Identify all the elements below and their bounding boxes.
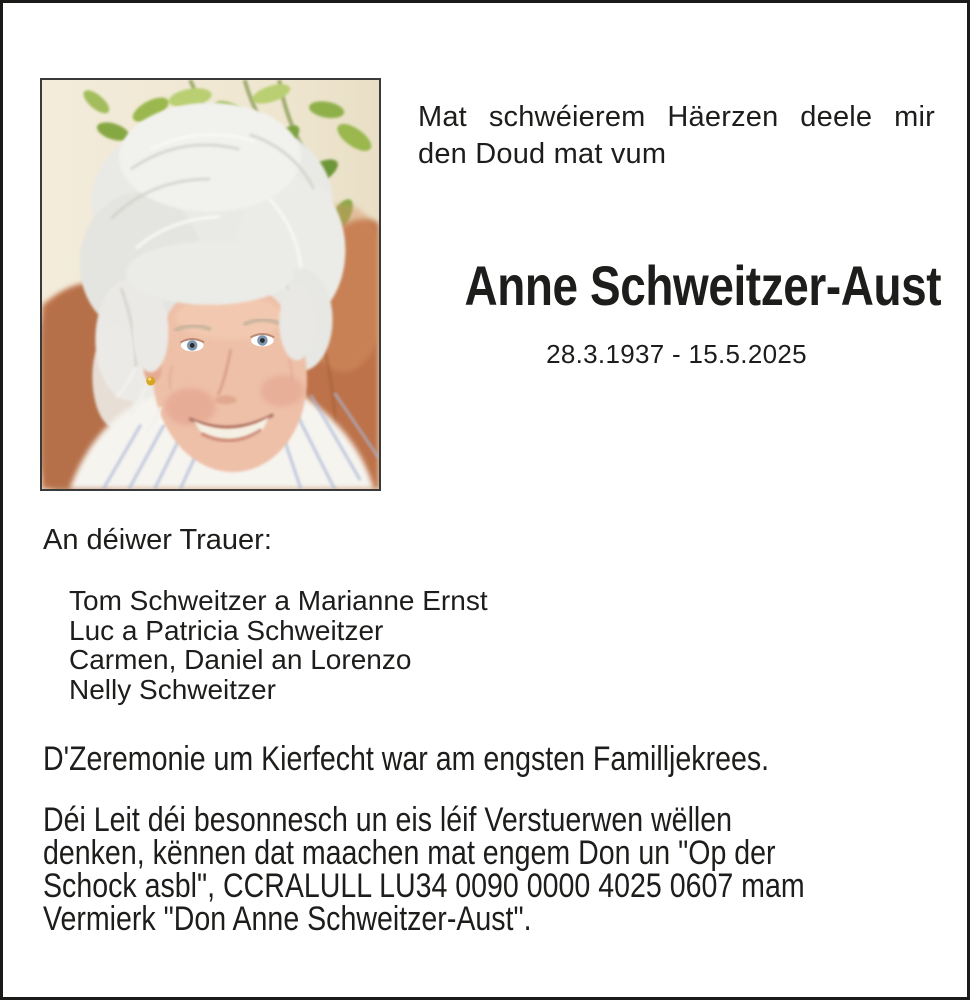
- portrait-photo: [40, 78, 381, 491]
- deceased-name: Anne Schweitzer-Aust: [464, 254, 942, 317]
- intro-text: [418, 99, 935, 173]
- life-dates: 28.3.1937 - 15.5.2025: [546, 339, 807, 369]
- ceremony-note: D'Zeremonie um Kierfecht war am engsten Familljekrees.: [43, 740, 770, 778]
- donation-line: denken, kënnen dat maachen mat engem Don un "Op der: [43, 834, 776, 872]
- mourner-line: Tom Schweitzer a Marianne Ernst: [69, 585, 488, 616]
- portrait-illustration: [42, 80, 379, 489]
- mourner-line: Luc a Patricia Schweitzer: [69, 614, 384, 646]
- donation-line: Schock asbl", CCRALULL LU34 0090 0000 4025 0607 mam: [43, 867, 805, 905]
- intro-line-1: Mat schwéierem Häerzen deele mir: [418, 101, 935, 133]
- earring: [146, 377, 155, 386]
- donation-line: Déi Leit déi besonnesch un eis léif Verstuerwen wëllen: [43, 801, 733, 839]
- mourning-label: An déiwer Trauer:: [43, 524, 272, 556]
- mourners-list: [69, 586, 488, 704]
- mourner-line: Carmen, Daniel an Lorenzo: [69, 644, 412, 675]
- intro-line-2: den Doud mat vum: [418, 138, 667, 170]
- donation-line: Vermierk "Don Anne Schweitzer-Aust".: [43, 900, 532, 938]
- mourner-line: Nelly Schweitzer: [69, 673, 276, 705]
- donation-paragraph: [43, 801, 950, 938]
